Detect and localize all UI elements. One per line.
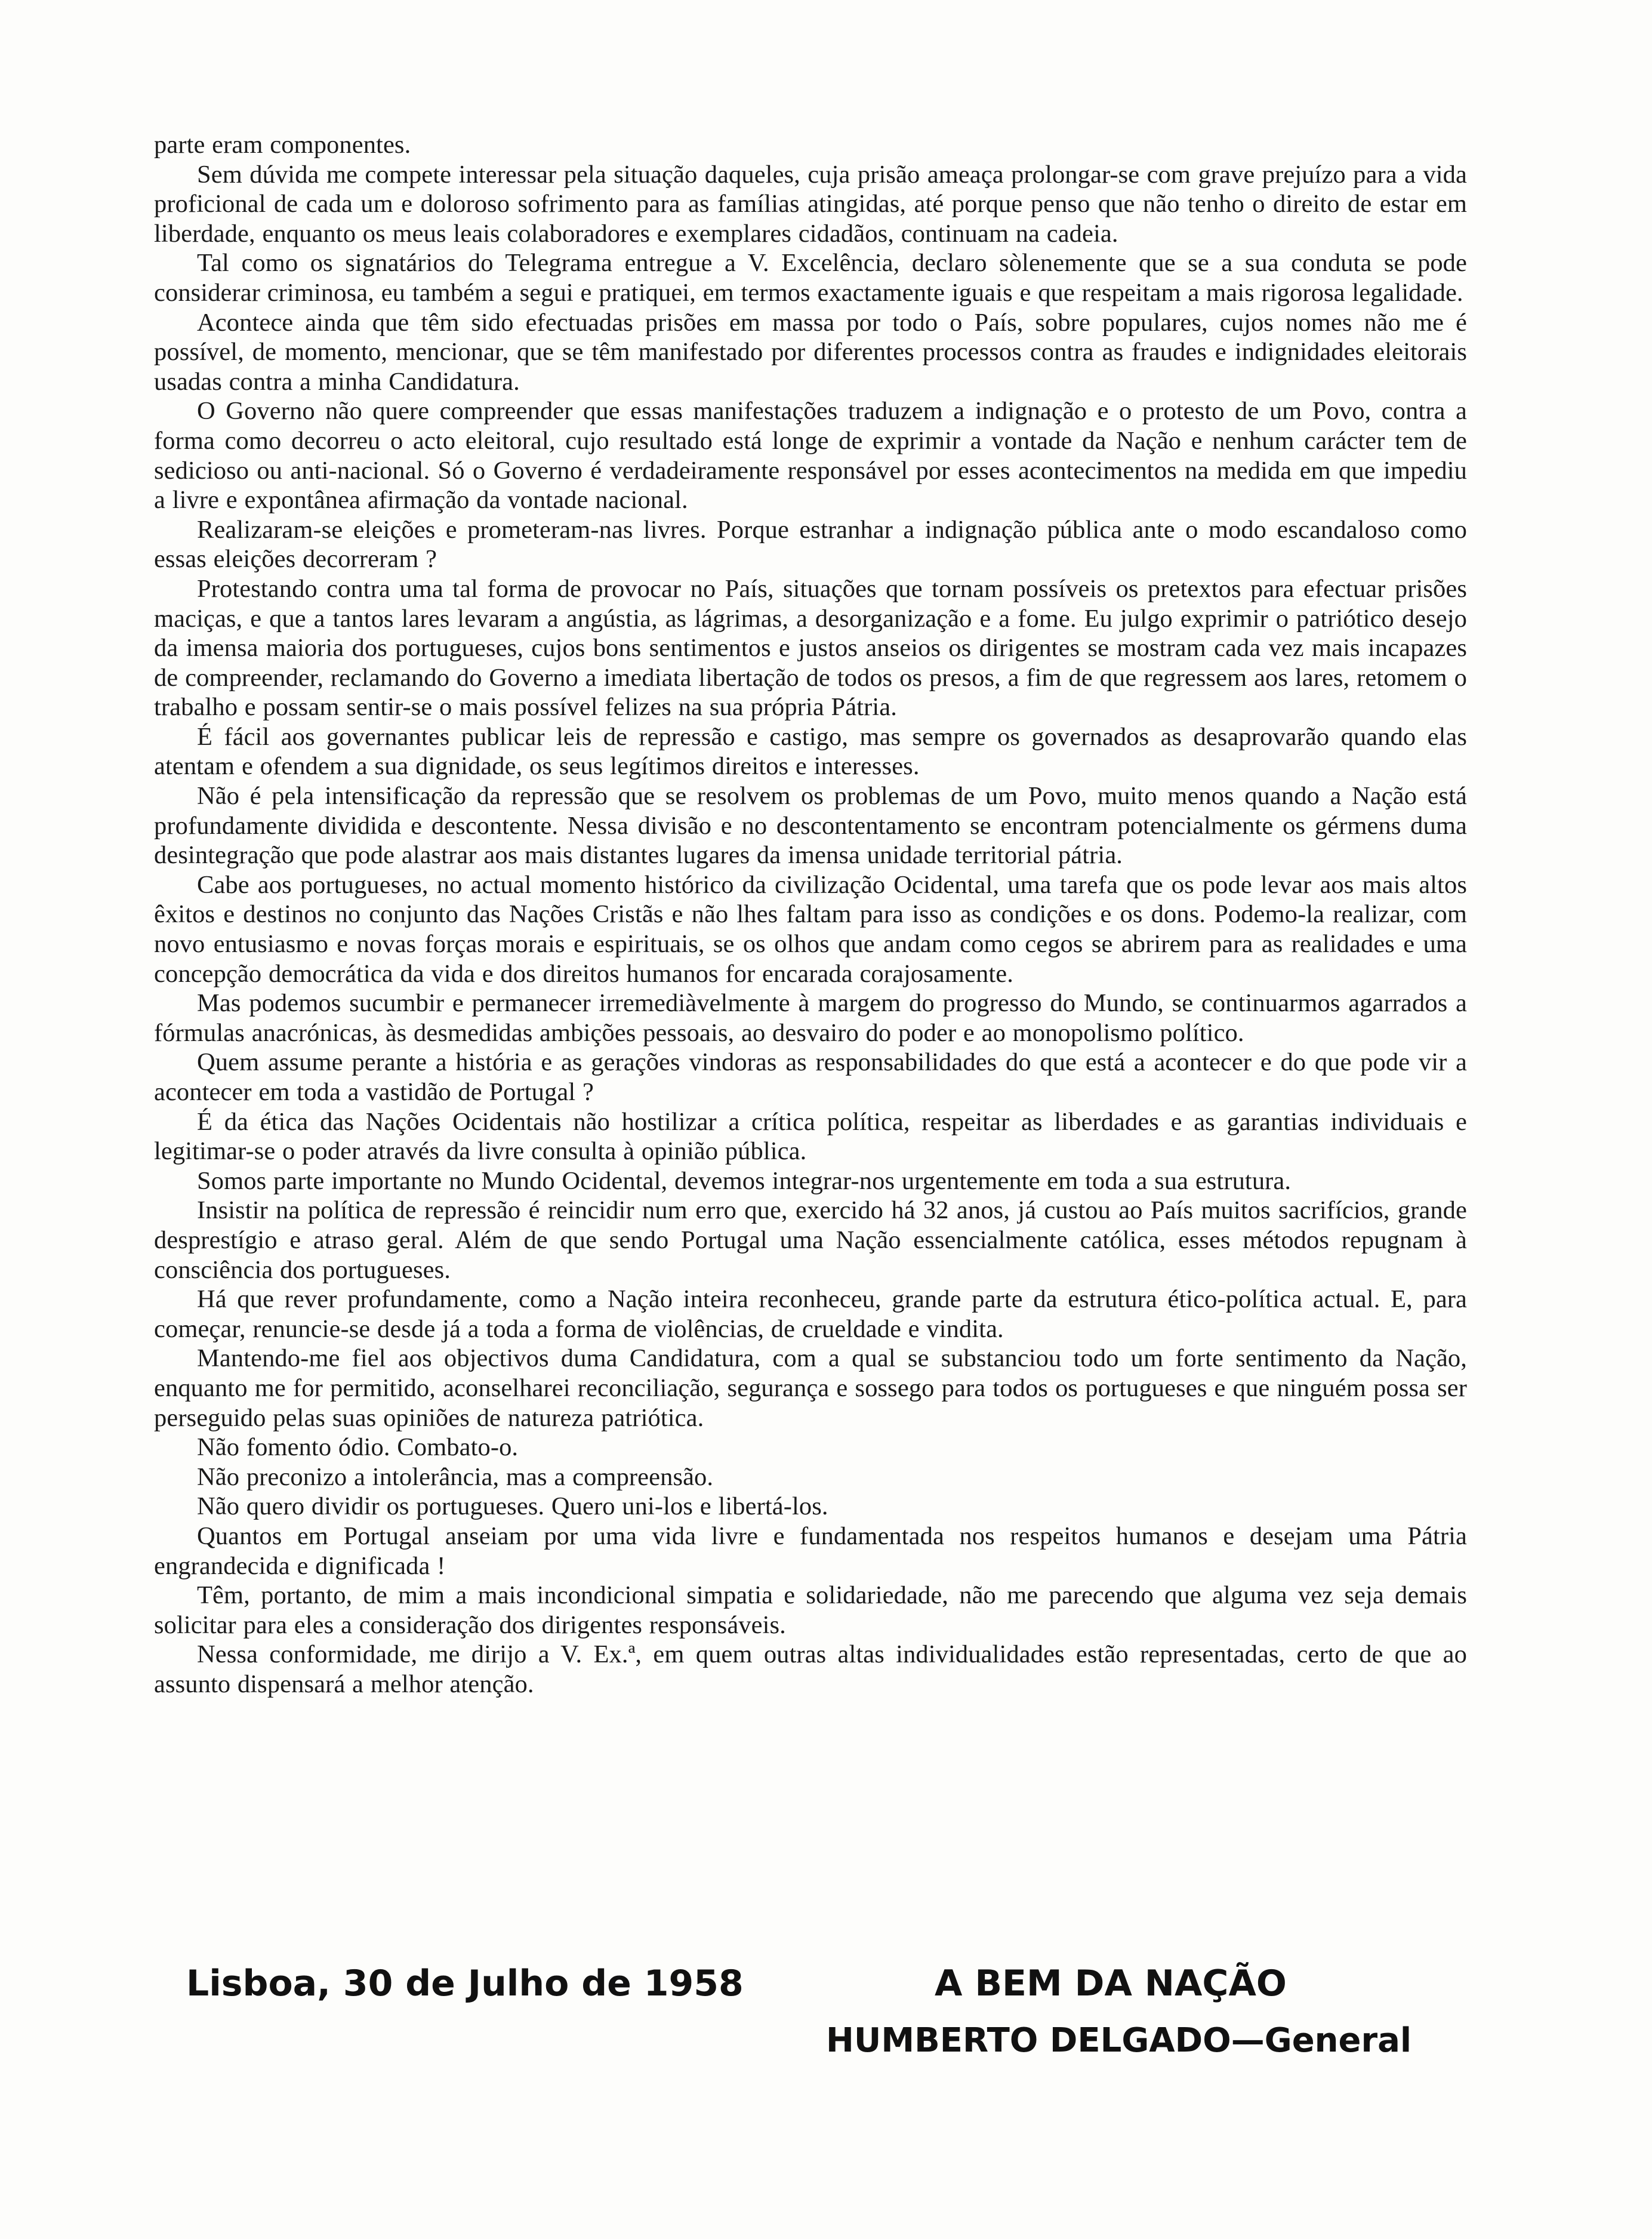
paragraph: Não quero dividir os portugueses. Quero uni-los e libertá-los. [197,1492,828,1521]
paragraph: Quem assume perante a história e as gerações vindoras as responsabilidades do que está a acontecer e do que pode vir a acontecer em toda a vastidão de Portugal ? [154,1048,1467,1106]
signature-place-date: Lisboa, 30 de Julho de 1958 [186,1963,744,2004]
paragraph: O Governo não quere compreender que essas manifestações traduzem a indignação e o protesto de um Povo, contra a forma como decorreu o acto eleitoral, cujo resultado está longe de exprimir a vontade da Nação e nenhum carácter tem de sedicioso ou anti-nacional. Só o Governo é verdadeiramente responsável por esses acontecimentos na medida em que impediu a livre e expontânea afirmação da vontade nacional. [154,397,1467,515]
paragraph: Protestando contra uma tal forma de provocar no País, situações que tornam possíveis os pretextos para efectuar prisões maciças, e que a tantos lares levaram a angústia, as lágrimas, a desorganização e a fome. Eu julgo exprimir o patriótico desejo da imensa maioria dos portugueses, cujos bons sentimentos e justos anseios os dirigentes se mostram cada vez mais incapazes de compreender, reclamando do Governo a imediata libertação de todos os presos, a fim de que regressem aos lares, retomem o trabalho e possam sentir-se o mais possível felizes na sua própria Pátria. [154,574,1467,722]
paragraph: Acontece ainda que têm sido efectuadas prisões em massa por todo o País, sobre populares, cujos nomes não me é possível, de momento, mencionar, que se têm manifestado por diferentes processos contra as fraudes e indignidades eleitorais usadas contra a minha Candidatura. [154,308,1467,396]
paragraph: Cabe aos portugueses, no actual momento histórico da civilização Ocidental, uma tarefa que os pode levar aos mais altos êxitos e destinos no conjunto das Nações Cristãs e não lhes faltam para isso as condições e os dons. Podemo-la realizar, com novo entusiasmo e novas forças morais e espirituais, se os olhos que andam como cegos se abrirem para as realidades e uma concepção democrática da vida e dos direitos humanos for encarada corajosamente. [154,870,1467,988]
signature-motto: A BEM DA NAÇÃO [935,1963,1287,2004]
paragraph: Tal como os signatários do Telegrama entregue a V. Excelência, declaro sòlenemente que se a sua conduta se pode considerar criminosa, eu também a segui e pratiquei, em termos exactamente iguais e que respeitam a mais rigorosa legalidade. [154,249,1467,307]
paragraph: Há que rever profundamente, como a Nação inteira reconheceu, grande parte da estrutura ético-política actual. E, para começar, renuncie-se desde já a toda a forma de violências, de crueldade e vindita. [154,1285,1467,1343]
paragraph: Quantos em Portugal anseiam por uma vida livre e fundamentada nos respeitos humanos e desejam uma Pátria engrandecida e dignificada ! [154,1522,1467,1580]
letter-body [154,130,1467,1699]
paragraph: Mantendo-me fiel aos objectivos duma Candidatura, com a qual se substanciou todo um forte sentimento da Nação, enquanto me for permitido, aconselharei reconciliação, segurança e sossego para todos os portugueses e que ninguém possa ser perseguido pelas suas opiniões de natureza patriótica. [154,1344,1467,1432]
paragraph: Mas podemos sucumbir e permanecer irremediàvelmente à margem do progresso do Mundo, se continuarmos agarrados a fórmulas anacrónicas, às desmedidas ambições pessoais, ao desvairo do poder e ao monopolismo político. [154,989,1467,1047]
paragraph: Insistir na política de repressão é reincidir num erro que, exercido há 32 anos, já custou ao País muitos sacrifícios, grande desprestígio e atraso geral. Além de que sendo Portugal uma Nação essencialmente católica, esses métodos repugnam à consciência dos portugueses. [154,1196,1467,1284]
paragraph: É fácil aos governantes publicar leis de repressão e castigo, mas sempre os governados as desaprovarão quando elas atentam e ofendem a sua dignidade, os seus legítimos direitos e interesses. [154,722,1467,781]
paragraph: Realizaram-se eleições e prometeram-nas livres. Porque estranhar a indignação pública ante o modo escandaloso como essas eleições decorreram ? [154,515,1467,574]
paragraph: Não é pela intensificação da repressão que se resolvem os problemas de um Povo, muito menos quando a Nação está profundamente dividida e descontente. Nessa divisão e no descontentamento se encontram potencialmente os gérmens duma desintegração que pode alastrar aos mais distantes lugares da imensa unidade territorial pátria. [154,782,1467,870]
paragraph: Não fomento ódio. Combato-o. [197,1433,519,1462]
paragraph: Sem dúvida me compete interessar pela situação daqueles, cuja prisão ameaça prolongar-se com grave prejuízo para a vida proficional de cada um e doloroso sofrimento para as famílias atingidas, até porque penso que não tenho o direito de estar em liberdade, enquanto os meus leais colaboradores e exemplares cidadãos, continuam na cadeia. [154,160,1467,248]
paragraph: É da ética das Nações Ocidentais não hostilizar a crítica política, respeitar as liberdades e as garantias individuais e legitimar-se o poder através da livre consulta à opinião pública. [154,1107,1467,1166]
signature-name: HUMBERTO DELGADO—General [826,2021,1412,2060]
paragraph: Nessa conformidade, me dirijo a V. Ex.ª, em quem outras altas individualidades estão representadas, certo de que ao assunto dispensará a melhor atenção. [154,1640,1467,1698]
paragraph: parte eram componentes. [154,131,411,159]
paragraph: Somos parte importante no Mundo Ocidental, devemos integrar-nos urgentemente em toda a sua estrutura. [197,1166,1292,1195]
paragraph: Não preconizo a intolerância, mas a compreensão. [197,1462,714,1491]
paragraph: Têm, portanto, de mim a mais incondicional simpatia e solidariedade, não me parecendo que alguma vez seja demais solicitar para eles a consideração dos dirigentes responsáveis. [154,1581,1467,1639]
